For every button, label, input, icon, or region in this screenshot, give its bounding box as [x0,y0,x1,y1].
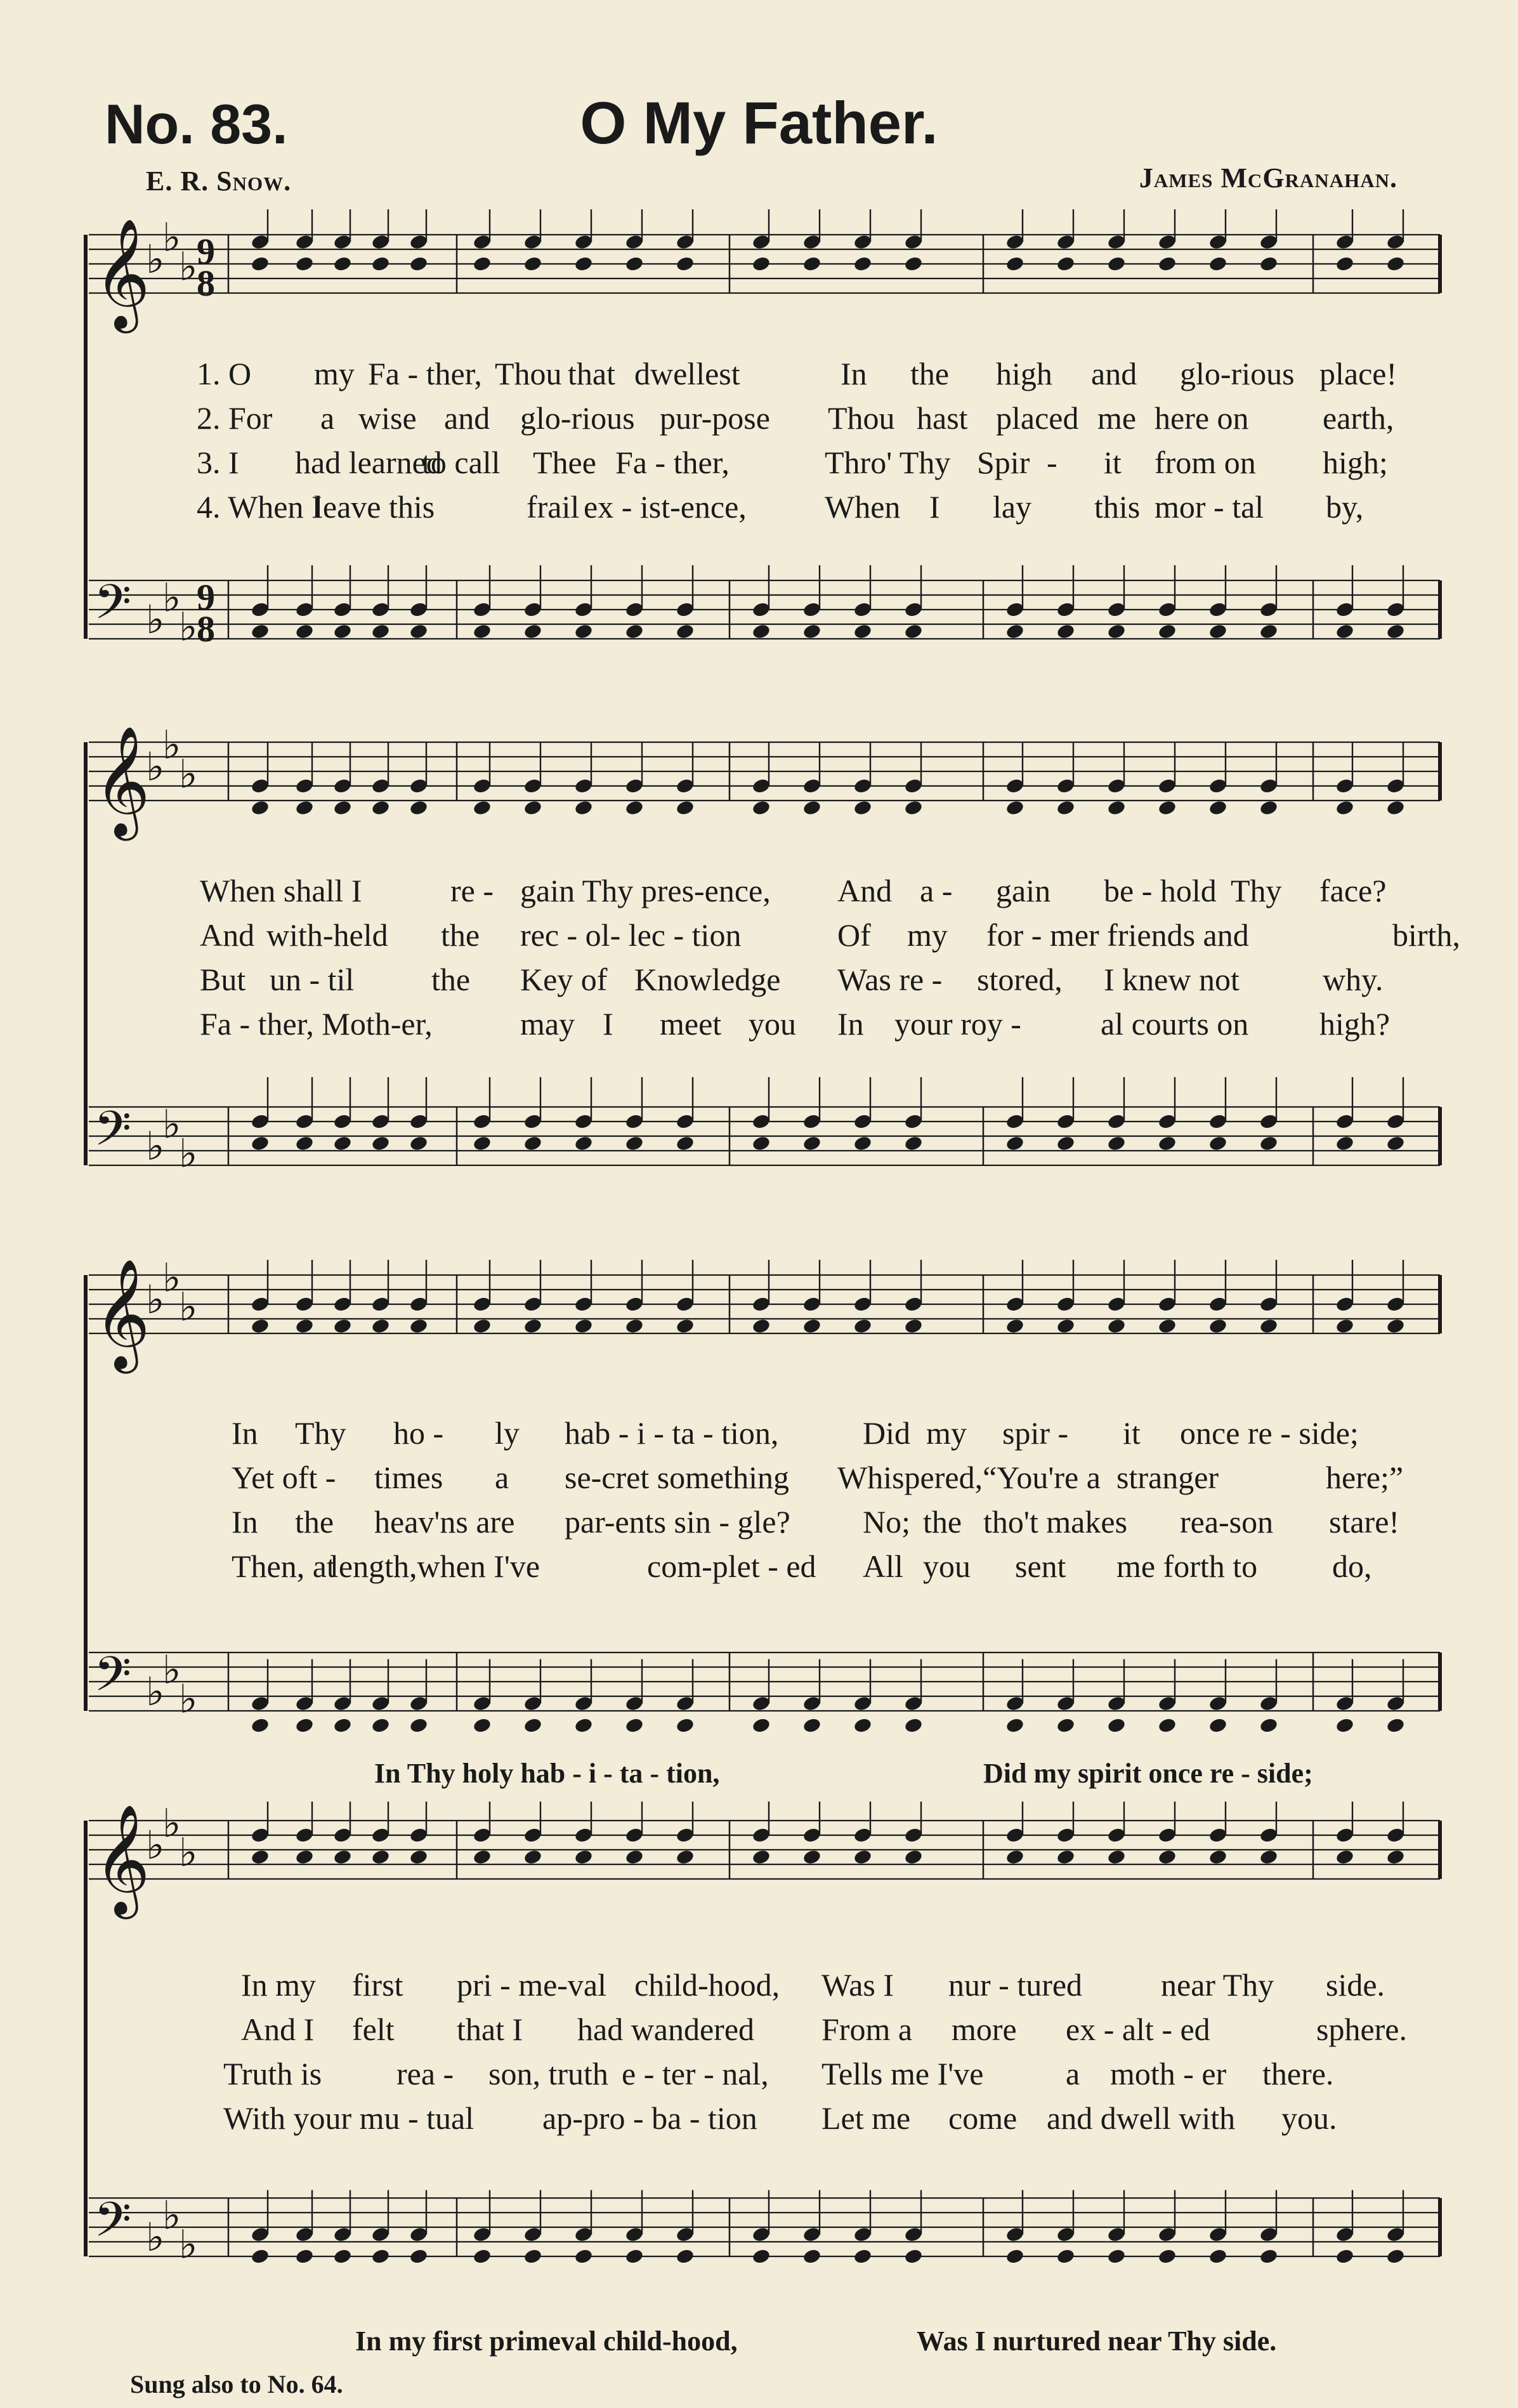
notehead [295,256,315,273]
lyric-line: And I felt that I had wandered From a more ex - alt - ed sphere. [241,2012,1407,2047]
bass-clef-icon: 𝄢 [94,2192,132,2260]
notehead [1005,1318,1025,1335]
notehead [371,1135,391,1152]
notehead [1208,1717,1228,1734]
notehead [802,1318,822,1335]
notehead [574,2248,594,2265]
notehead [574,623,594,640]
flat-sign-icon: ♭ [162,2192,181,2239]
notehead [752,1135,771,1152]
music-system-2 [76,723,1460,1205]
notehead [1259,2248,1279,2265]
notehead [676,1318,695,1335]
music-system-1 [76,209,1453,679]
notehead [523,799,543,816]
notehead [1259,799,1279,816]
time-signature-bottom: 8 [197,608,215,650]
lyric-line: Truth is rea - son, truth e - ter - nal, Tells me I've a moth - er there. [223,2056,1334,2091]
notehead [1208,1849,1228,1866]
notehead [473,1717,492,1734]
flat-sign-icon: ♭ [179,750,198,797]
notehead [625,623,644,640]
lyric-line: Yet oft - times a se-cret something Whispered,“You're a stranger here;” [232,1460,1404,1495]
flat-sign-icon: ♭ [146,236,165,282]
lyric-line: Then, at length,when I've com-plet - ed All you sent me forth to do, [232,1548,1372,1584]
notehead [853,799,873,816]
notehead [1208,1135,1228,1152]
lyric-line: In the heav'ns are par-ents sin - gle? No; the tho't makes rea-son stare! [232,1504,1400,1540]
notehead [1005,623,1025,640]
notehead [251,256,270,273]
notehead [1386,799,1406,816]
notehead [625,1318,644,1335]
notehead [752,2248,771,2265]
bass-clef-icon: 𝄢 [94,1646,132,1714]
notehead [409,1717,429,1734]
notehead [752,623,771,640]
notehead [802,799,822,816]
lyric-line: 2. For a wise and glo-rious pur-pose Thou hast placed me here on earth, [197,400,1394,436]
notehead [802,623,822,640]
notehead [473,623,492,640]
notehead [574,1849,594,1866]
lyricist-credit: E. R. Snow. [146,166,292,197]
bass-clef-icon: 𝄢 [94,574,132,642]
flat-sign-icon: ♭ [179,243,198,290]
notehead [295,799,315,816]
notehead [371,1318,391,1335]
notehead [802,1135,822,1152]
notehead [251,1318,270,1335]
notehead [802,1717,822,1734]
notehead [295,1717,315,1734]
notehead [523,1318,543,1335]
notehead [752,1318,771,1335]
notehead [1005,256,1025,273]
notehead [1158,1135,1177,1152]
notehead [676,1717,695,1734]
notehead [802,2248,822,2265]
notehead [333,1717,353,1734]
notehead [802,1849,822,1866]
flat-sign-icon: ♭ [146,1668,165,1715]
notehead [853,1135,873,1152]
notehead [1107,1849,1127,1866]
flat-sign-icon: ♭ [146,1276,165,1323]
notehead [1005,799,1025,816]
notehead [1259,256,1279,273]
flat-sign-icon: ♭ [146,743,165,790]
notehead [1208,256,1228,273]
notehead [1386,256,1406,273]
treble-clef-icon: 𝄞 [94,1804,150,1914]
notehead [1056,1717,1076,1734]
notehead [473,1318,492,1335]
flat-sign-icon: ♭ [179,1675,198,1722]
flat-sign-icon: ♭ [146,2214,165,2260]
notehead [625,2248,644,2265]
notehead [333,2248,353,2265]
notehead [625,799,644,816]
notehead [333,623,353,640]
notehead [523,2248,543,2265]
notehead [333,799,353,816]
notehead [676,256,695,273]
notehead [625,1849,644,1866]
notehead [371,799,391,816]
notehead [295,623,315,640]
notehead [371,256,391,273]
flat-sign-icon: ♭ [146,596,165,643]
time-signature-top: 9 [197,577,215,618]
notehead [1056,1318,1076,1335]
lyric-line: 3. I had learned to call Thee Fa - ther, Thro' Thy Spir - it from on high; [197,445,1388,480]
lyric-line: In my first pri - me-val child-hood, Was I nur - tured near Thy side. [241,1967,1385,2003]
notehead [295,1135,315,1152]
notehead [409,799,429,816]
flat-sign-icon: ♭ [162,1101,181,1148]
music-system-4 [76,1802,1453,2360]
notehead [676,799,695,816]
notehead [574,1135,594,1152]
notehead [1335,2248,1355,2265]
notehead [1056,799,1076,816]
notehead [904,623,924,640]
notehead [1158,623,1177,640]
notehead [409,1135,429,1152]
notehead [1158,1717,1177,1734]
notehead [409,256,429,273]
notehead [333,1318,353,1335]
notehead [904,1135,924,1152]
notehead [1056,2248,1076,2265]
flat-sign-icon: ♭ [179,2221,198,2268]
notehead [1005,1849,1025,1866]
notehead [1158,1849,1177,1866]
notehead [1158,799,1177,816]
notehead [1335,623,1355,640]
notehead [1386,1318,1406,1335]
notehead [853,256,873,273]
notehead [625,256,644,273]
notehead [1208,623,1228,640]
notehead [371,2248,391,2265]
notehead [1208,2248,1228,2265]
composer-credit: James McGranahan. [1139,162,1397,193]
notehead [1208,799,1228,816]
lyric-line: And with-held the rec - ol- lec - tion Of my for - mer friends and birth, [200,917,1460,953]
notehead [1005,2248,1025,2265]
notehead [1335,799,1355,816]
notehead [473,799,492,816]
notehead [574,256,594,273]
notehead [904,2248,924,2265]
notehead [251,799,270,816]
treble-clef-icon: 𝄞 [94,218,150,329]
lyric-line: Fa - ther, Moth-er, may I meet you In your roy - al courts on high? [200,1006,1390,1042]
notehead [1259,1717,1279,1734]
treble-clef-icon: 𝄞 [94,1259,150,1369]
lyric-line: But un - til the Key of Knowledge Was re - stored, I knew not why. [200,962,1384,997]
notehead [1107,256,1127,273]
inner-voice-lyric-right: Did my spirit once re - side; [983,1758,1313,1789]
notehead [574,1717,594,1734]
flat-sign-icon: ♭ [162,214,181,261]
notehead [251,1717,270,1734]
notehead [904,799,924,816]
notehead [904,1849,924,1866]
time-signature-top: 9 [197,231,215,272]
notehead [676,1135,695,1152]
notehead [676,2248,695,2265]
notehead [409,623,429,640]
notehead [625,1135,644,1152]
treble-clef-icon: 𝄞 [94,726,150,836]
notehead [371,1717,391,1734]
inner-voice-lyric-left: In my first primeval child-hood, [355,2326,738,2357]
notehead [752,1849,771,1866]
notehead [523,256,543,273]
notehead [295,1849,315,1866]
notehead [1386,1135,1406,1152]
notehead [409,1849,429,1866]
notehead [1107,799,1127,816]
notehead [853,623,873,640]
flat-sign-icon: ♭ [162,574,181,621]
notehead [1107,1717,1127,1734]
flat-sign-icon: ♭ [146,1123,165,1169]
notehead [1335,1717,1355,1734]
notehead [333,256,353,273]
notehead [853,1849,873,1866]
lyric-line: 4. When I leave this frail ex - ist-ence, When I lay this mor - tal by, [197,489,1364,525]
notehead [1335,1849,1355,1866]
notehead [251,1135,270,1152]
notehead [574,799,594,816]
bass-clef-icon: 𝄢 [94,1101,132,1168]
notehead [853,1318,873,1335]
notehead [802,256,822,273]
flat-sign-icon: ♭ [179,1829,198,1876]
lyric-line: In Thy ho - ly hab - i - ta - tion, Did my spir - it once re - side; [232,1415,1359,1451]
notehead [1056,256,1076,273]
notehead [295,1318,315,1335]
time-signature-bottom: 8 [197,263,215,304]
notehead [752,799,771,816]
notehead [333,1849,353,1866]
notehead [1208,1318,1228,1335]
flat-sign-icon: ♭ [179,603,198,650]
notehead [1259,623,1279,640]
notehead [904,256,924,273]
flat-sign-icon: ♭ [179,1283,198,1330]
flat-sign-icon: ♭ [179,1130,198,1177]
notehead [473,2248,492,2265]
notehead [371,623,391,640]
notehead [523,623,543,640]
notehead [1107,623,1127,640]
notehead [1005,1717,1025,1734]
notehead [1056,623,1076,640]
notehead [1386,1717,1406,1734]
notehead [1386,623,1406,640]
footer-note: Sung also to No. 64. [130,2370,343,2398]
notehead [904,1318,924,1335]
notehead [251,623,270,640]
notehead [1107,1135,1127,1152]
notehead [371,1849,391,1866]
notehead [1158,2248,1177,2265]
notehead [1056,1135,1076,1152]
notehead [1259,1318,1279,1335]
notehead [752,1717,771,1734]
notehead [1158,256,1177,273]
lyric-line: When shall I re - gain Thy pres-ence, And a - gain be - hold Thy face? [200,873,1387,908]
hymn-title: O My Father. [580,89,938,156]
notehead [752,256,771,273]
flat-sign-icon: ♭ [162,1646,181,1693]
notehead [1005,1135,1025,1152]
notehead [676,623,695,640]
notehead [1259,1849,1279,1866]
hymn-number: No. 83. [105,93,288,155]
notehead [1056,1849,1076,1866]
notehead [333,1135,353,1152]
music-system-3 [76,1256,1453,1808]
notehead [1107,2248,1127,2265]
notehead [409,1318,429,1335]
flat-sign-icon: ♭ [162,1802,181,1847]
notehead [1386,2248,1406,2265]
notehead [853,1717,873,1734]
notehead [1386,1849,1406,1866]
lyric-line: 1. O my Fa - ther, Thou that dwellest In the high and glo-rious place! [197,356,1397,391]
notehead [676,1849,695,1866]
notehead [574,1318,594,1335]
notehead [1335,256,1355,273]
flat-sign-icon: ♭ [162,1256,181,1301]
notehead [1107,1318,1127,1335]
notehead [295,2248,315,2265]
flat-sign-icon: ♭ [146,1822,165,1868]
lyric-line: With your mu - tual ap-pro - ba - tion Let me come and dwell with you. [223,2100,1337,2136]
notehead [1259,1135,1279,1152]
notehead [473,256,492,273]
notehead [473,1849,492,1866]
notehead [625,1717,644,1734]
inner-voice-lyric-left: In Thy holy hab - i - ta - tion, [374,1758,720,1789]
inner-voice-lyric-right: Was I nurtured near Thy side. [917,2326,1277,2357]
notehead [251,2248,270,2265]
notehead [473,1135,492,1152]
notehead [904,1717,924,1734]
flat-sign-icon: ♭ [162,723,181,768]
notehead [853,2248,873,2265]
notehead [523,1849,543,1866]
notehead [1335,1318,1355,1335]
notehead [409,2248,429,2265]
notehead [251,1849,270,1866]
notehead [1335,1135,1355,1152]
notehead [1158,1318,1177,1335]
notehead [523,1717,543,1734]
notehead [523,1135,543,1152]
